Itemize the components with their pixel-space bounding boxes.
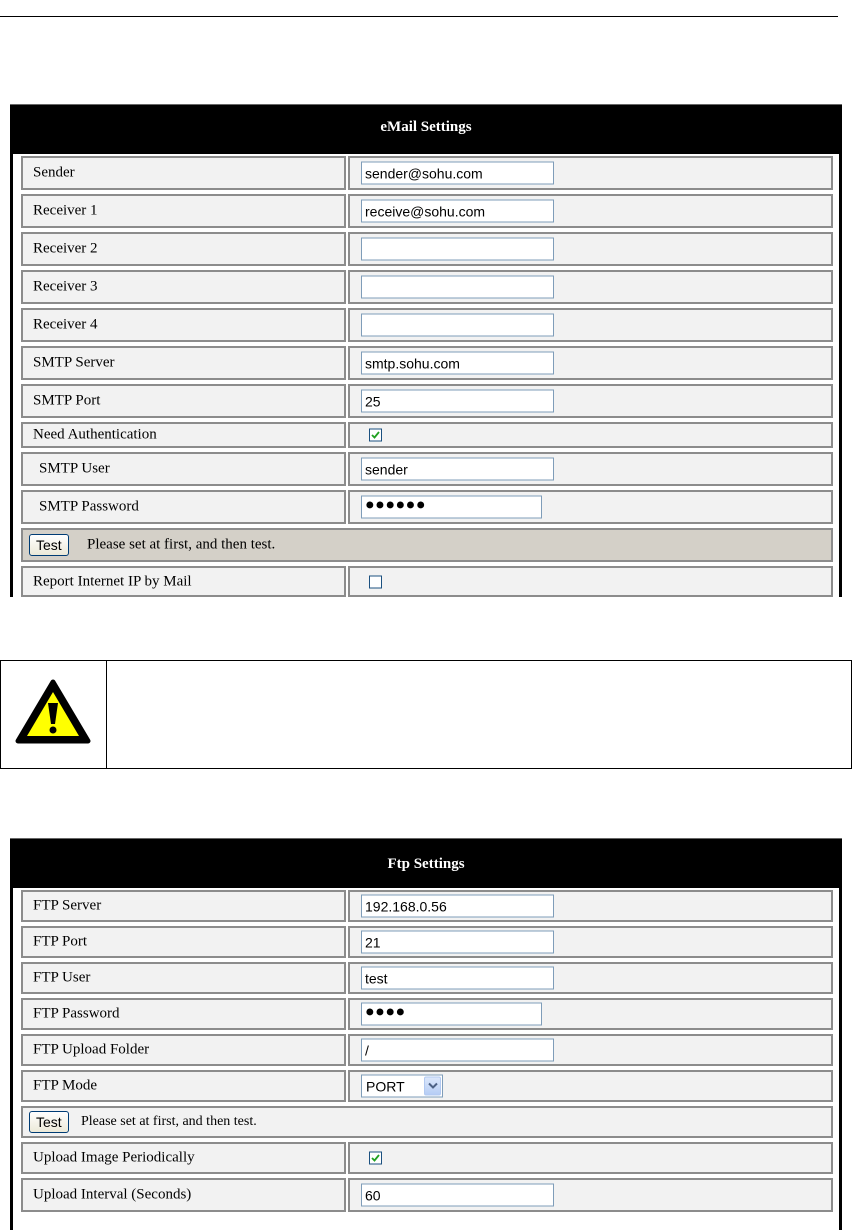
- ftp-password-label: FTP Password: [33, 1005, 120, 1022]
- form-row-ftp-password: [13, 996, 839, 1032]
- form-row-ftp-port: [13, 924, 839, 960]
- form-row-upload-interval: [13, 1176, 839, 1214]
- upload-image-periodically-checkbox[interactable]: [369, 1152, 382, 1165]
- form-row-upload-image-periodically: [13, 1140, 839, 1176]
- form-row-ftp-upload-folder: [13, 1032, 839, 1068]
- form-row-receiver-4: [13, 306, 839, 344]
- report-ip-label: Report Internet IP by Mail: [33, 573, 192, 589]
- warning-triangle-icon: [15, 679, 91, 750]
- ftp-settings-panel: [10, 838, 842, 1230]
- upload-interval-label: Upload Interval (Seconds): [33, 1186, 192, 1203]
- ftp-upload-folder-input[interactable]: /: [361, 1039, 554, 1062]
- checkmark-icon: [371, 431, 380, 440]
- email-settings-panel: [10, 104, 842, 597]
- form-row-ftp-test: [13, 1104, 839, 1140]
- form-row-test: [13, 526, 839, 564]
- ftp-test-note: Please set at first, and then test.: [81, 1114, 257, 1129]
- form-row-receiver-2: [13, 230, 839, 268]
- smtp-password-label: SMTP Password: [39, 498, 139, 515]
- upload-interval-input[interactable]: 60: [361, 1184, 554, 1207]
- receiver-2-input[interactable]: [361, 238, 554, 261]
- smtp-password-input[interactable]: ●●●●●●: [361, 496, 542, 519]
- form-row-smtp-user: [13, 450, 839, 488]
- form-row-ftp-mode: [13, 1068, 839, 1104]
- form-row-need-authentication: [13, 420, 839, 450]
- receiver-1-input[interactable]: receive@sohu.com: [361, 200, 554, 223]
- top-rule: [0, 16, 838, 17]
- checkmark-icon: [371, 1154, 380, 1163]
- form-row-ftp-server: [13, 888, 839, 924]
- receiver-3-input[interactable]: [361, 276, 554, 299]
- form-row-receiver-1: [13, 192, 839, 230]
- smtp-port-input[interactable]: 25: [361, 390, 554, 413]
- ftp-password-input[interactable]: ●●●●: [361, 1003, 542, 1026]
- ftp-mode-select[interactable]: [361, 1075, 443, 1098]
- ftp-upload-folder-label: FTP Upload Folder: [33, 1041, 150, 1058]
- ftp-server-label: FTP Server: [33, 897, 102, 914]
- form-row-sender: [13, 154, 839, 192]
- form-row-report-ip: [13, 564, 839, 597]
- ftp-port-label: FTP Port: [33, 933, 88, 950]
- need-authentication-checkbox[interactable]: [369, 429, 382, 442]
- smtp-port-label: SMTP Port: [33, 392, 101, 409]
- warning-divider: [106, 661, 107, 768]
- smtp-user-input[interactable]: sender: [361, 458, 554, 481]
- ftp-test-button[interactable]: Test: [29, 1111, 69, 1133]
- ftp-settings-title: Ftp Settings: [10, 838, 842, 889]
- email-test-note: Please set at first, and then test.: [87, 536, 276, 553]
- ftp-mode-label: FTP Mode: [33, 1077, 98, 1094]
- form-row-smtp-server: [13, 344, 839, 382]
- report-ip-checkbox[interactable]: [369, 575, 382, 588]
- smtp-server-input[interactable]: smtp.sohu.com: [361, 352, 554, 375]
- form-row-ftp-user: [13, 960, 839, 996]
- receiver-4-label: Receiver 4: [33, 316, 98, 333]
- warning-note-box: [0, 660, 852, 769]
- smtp-user-label: SMTP User: [39, 460, 110, 477]
- form-row-smtp-port: [13, 382, 839, 420]
- receiver-1-label: Receiver 1: [33, 202, 98, 219]
- email-settings-title: eMail Settings: [10, 104, 842, 149]
- sender-input[interactable]: sender@sohu.com: [361, 162, 554, 185]
- receiver-4-input[interactable]: [361, 314, 554, 337]
- ftp-user-label: FTP User: [33, 969, 91, 986]
- ftp-mode-value: PORT: [366, 1078, 405, 1095]
- ftp-port-input[interactable]: 21: [361, 931, 554, 954]
- form-row-smtp-password: [13, 488, 839, 526]
- ftp-server-input[interactable]: 192.168.0.56: [361, 895, 554, 918]
- receiver-3-label: Receiver 3: [33, 278, 98, 295]
- ftp-user-input[interactable]: test: [361, 967, 554, 990]
- need-authentication-label: Need Authentication: [33, 426, 157, 443]
- smtp-server-label: SMTP Server: [33, 354, 115, 371]
- ftp-settings-body: [13, 888, 839, 1230]
- email-test-button[interactable]: Test: [29, 534, 69, 556]
- chevron-down-icon[interactable]: [424, 1077, 441, 1096]
- receiver-2-label: Receiver 2: [33, 240, 98, 257]
- form-row-receiver-3: [13, 268, 839, 306]
- upload-image-periodically-label: Upload Image Periodically: [33, 1149, 195, 1166]
- sender-label: Sender: [33, 164, 75, 181]
- email-settings-body: [13, 154, 839, 597]
